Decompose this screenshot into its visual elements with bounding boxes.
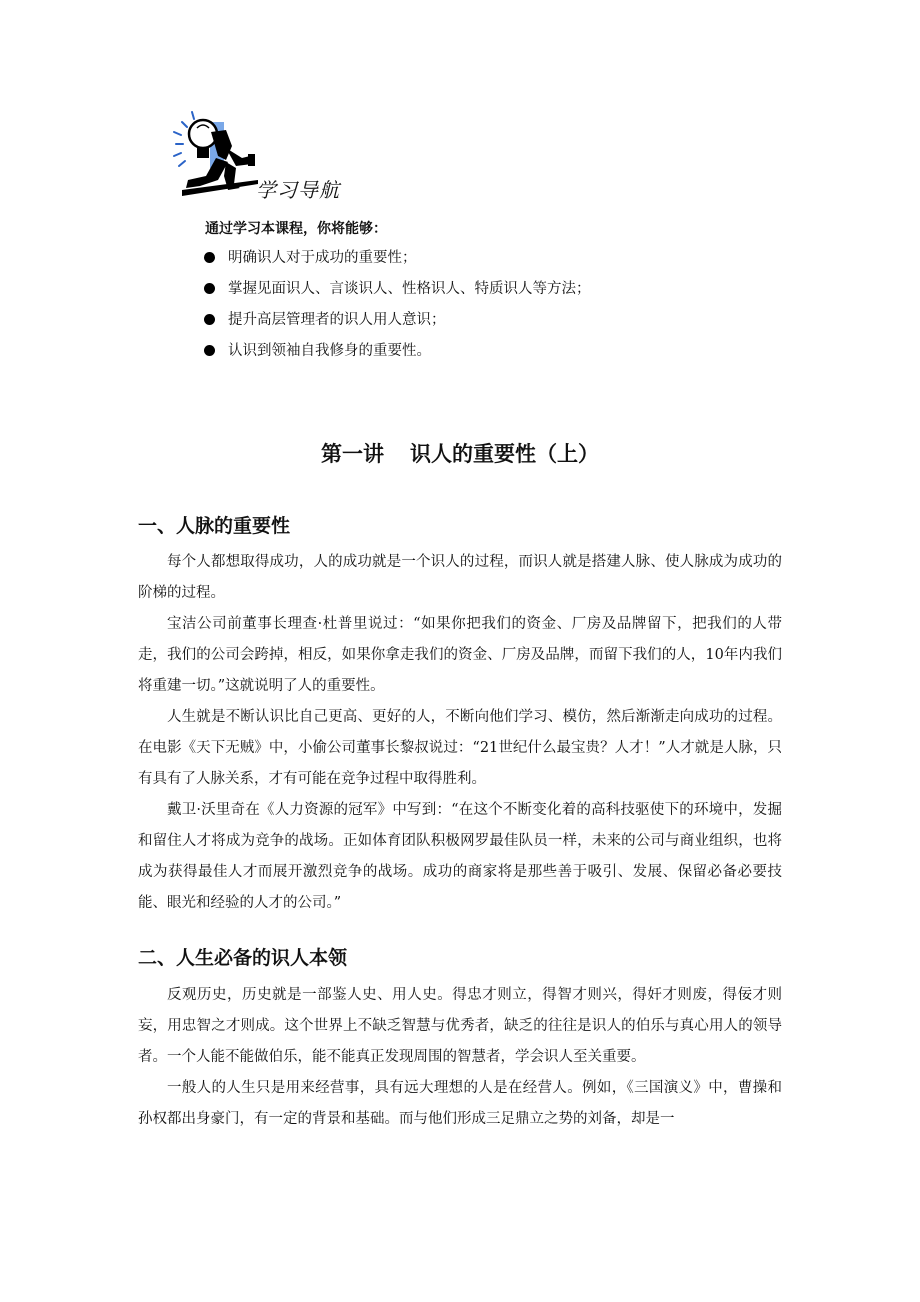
bullet-icon <box>204 283 215 294</box>
objective-text: 明确识人对于成功的重要性； <box>228 250 417 266</box>
navigation-intro: 通过学习本课程，你将能够： <box>205 221 387 237</box>
objective-item <box>204 279 591 310</box>
objective-text: 提升高层管理者的识人用人意识； <box>228 312 446 328</box>
objective-item <box>204 248 591 279</box>
bullet-icon <box>204 314 215 325</box>
section-heading: 二、人生必备的识人本领 <box>138 947 348 969</box>
objective-text: 掌握见面识人、言谈识人、性格识人、特质识人等方法； <box>228 281 591 297</box>
objectives-list <box>204 248 591 372</box>
section-body <box>138 547 782 919</box>
paragraph: 宝洁公司前董事长理查·杜普里说过：“如果你把我们的资金、厂房及品牌留下，把我们的人带走，我们的公司会跨掉，相反，如果你拿走我们的资金、厂房及品牌，而留下我们的人，10年内我们将重建一切。”这就说明了人的重要性。 <box>138 616 782 694</box>
objective-item <box>204 310 591 341</box>
objective-text: 认识到领袖自我修身的重要性。 <box>228 343 431 359</box>
paragraph: 一般人的人生只是用来经营事，具有远大理想的人是在经营人。例如，《三国演义》中，曹操和孙权都出身豪门，有一定的背景和基础。而与他们形成三足鼎立之势的刘备，却是一 <box>138 1080 782 1127</box>
chapter-name: 识人的重要性（上） <box>410 442 599 466</box>
bullet-icon <box>204 345 215 356</box>
navigation-title: 学习导航 <box>256 178 340 202</box>
objective-item <box>204 341 591 372</box>
lightbulb-runner-logo-icon <box>170 104 270 200</box>
chapter-number: 第一讲 <box>321 442 384 466</box>
paragraph: 戴卫·沃里奇在《人力资源的冠军》中写到：“在这个不断变化着的高科技驱使下的环境中，发掘和留住人才将成为竞争的战场。正如体育团队积极网罗最佳队员一样，未来的公司与商业组织，也将成为获得最佳人才而展开激烈竞争的战场。成功的商家将是那些善于吸引、发展、保留必备必要技能、眼光和经验的人才的公司。” <box>138 802 782 911</box>
section-body <box>138 980 782 1135</box>
chapter-title <box>0 438 920 468</box>
paragraph: 每个人都想取得成功，人的成功就是一个识人的过程，而识人就是搭建人脉、使人脉成为成功的阶梯的过程。 <box>138 554 782 601</box>
paragraph: 人生就是不断认识比自己更高、更好的人，不断向他们学习、模仿，然后渐渐走向成功的过程。在电影《天下无贼》中，小偷公司董事长黎叔说过：“21世纪什么最宝贵？人才！”人才就是人脉，只有具有了人脉关系，才有可能在竞争过程中取得胜利。 <box>138 709 782 787</box>
section-heading: 一、人脉的重要性 <box>138 515 291 537</box>
bullet-icon <box>204 252 215 263</box>
paragraph: 反观历史，历史就是一部鉴人史、用人史。得忠才则立，得智才则兴，得奸才则废，得佞才则妄，用忠智之才则成。这个世界上不缺乏智慧与优秀者，缺乏的往往是识人的伯乐与真心用人的领导者。一个人能不能做伯乐，能不能真正发现周围的智慧者，学会识人至关重要。 <box>138 987 782 1065</box>
